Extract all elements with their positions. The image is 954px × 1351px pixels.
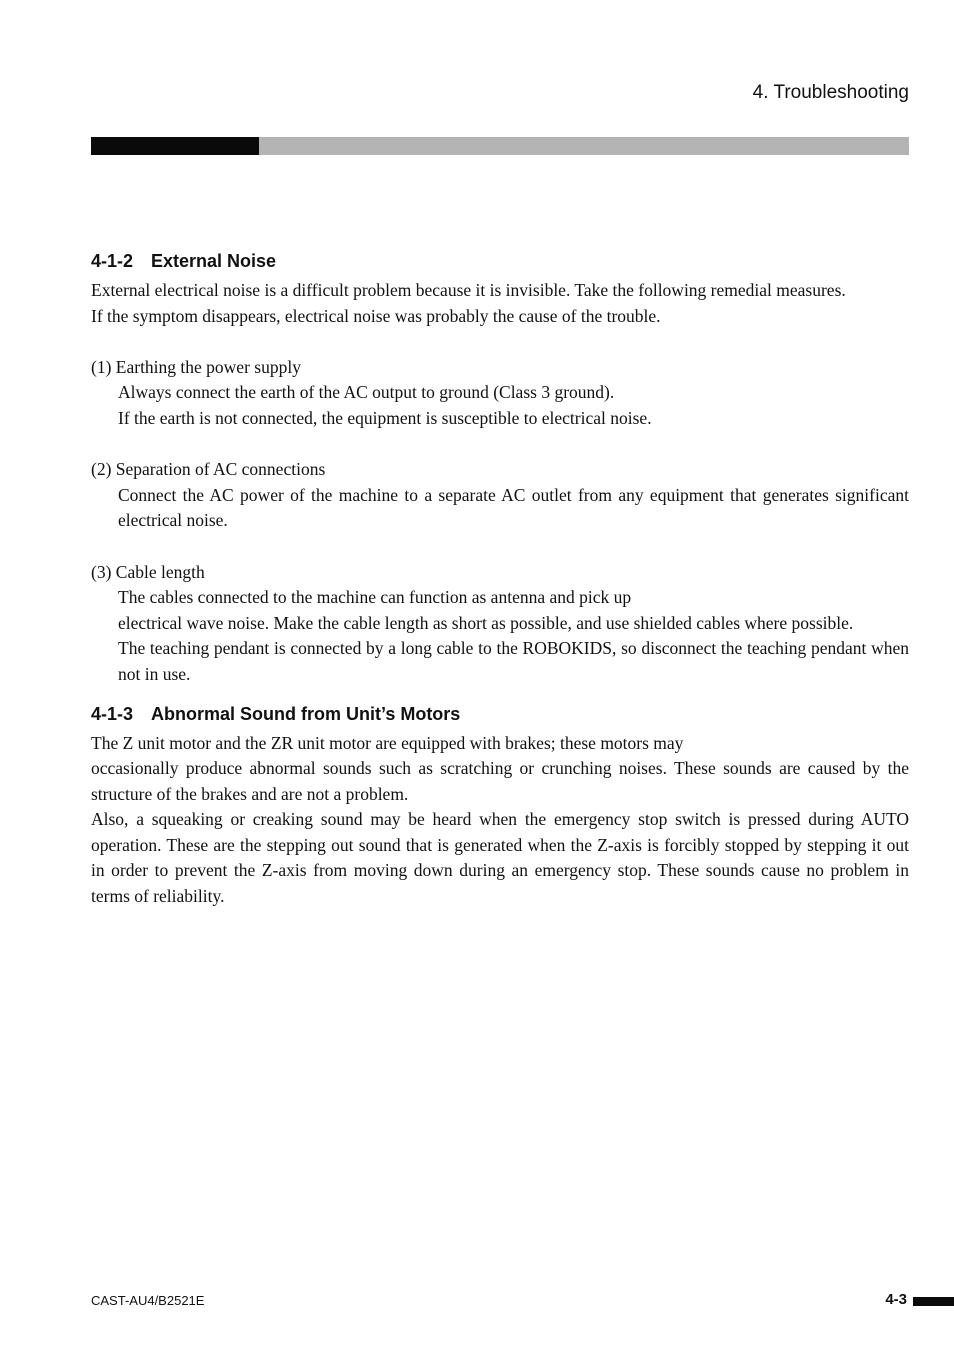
list-item-text: The cables connected to the machine can function as antenna and pick up xyxy=(118,587,632,608)
list-item-text: electrical wave noise. Make the cable length as short as possible, and use shielded cables where possible. xyxy=(118,612,854,633)
header-band-dark-segment xyxy=(91,137,259,155)
header-band xyxy=(91,137,909,155)
list-item-heading: (3) Cable length xyxy=(91,561,205,582)
page-number: 4-3 xyxy=(885,1291,907,1308)
paragraph: If the symptom disappears, electrical noise was probably the cause of the trouble. xyxy=(91,305,661,326)
section-title: External Noise xyxy=(151,251,277,271)
section-number: 4-1-2 xyxy=(91,251,134,271)
list-item-heading: (1) Earthing the power supply xyxy=(91,356,301,377)
chapter-running-head: 4. Troubleshooting xyxy=(752,82,909,103)
list-item-text: The teaching pendant is connected by a long cable to the ROBOKIDS, so disconnect the teaching pendant when not in use. xyxy=(118,638,909,684)
document-code: CAST-AU4/B2521E xyxy=(91,1293,205,1308)
footer-bar xyxy=(913,1297,954,1306)
section-title: Abnormal Sound from Unit’s Motors xyxy=(151,703,461,724)
list-item-text: If the earth is not connected, the equipment is susceptible to electrical noise. xyxy=(118,407,652,428)
paragraph: External electrical noise is a difficult problem because it is invisible. Take the following remedial measures. xyxy=(91,280,846,300)
paragraph: Also, a squeaking or creaking sound may be heard when the emergency stop switch is pressed during AUTO operation. These are the stepping out sound that is generated when the Z-axis is forcibly stopped by stepping it out in order to prevent the Z-axis from moving down during an emergency stop. These sounds cause no problem in terms of reliability. xyxy=(91,809,909,907)
list-item-text: Always connect the earth of the AC output to ground (Class 3 ground). xyxy=(118,382,615,403)
list-item-text: Connect the AC power of the machine to a separate AC outlet from any equipment that generates significant electrical noise. xyxy=(118,484,909,531)
page-content xyxy=(91,248,909,910)
list-item-heading: (2) Separation of AC connections xyxy=(91,459,326,480)
paragraph: The Z unit motor and the ZR unit motor are equipped with brakes; these motors may xyxy=(91,732,684,753)
section-heading-413 xyxy=(91,701,909,727)
section-heading-412 xyxy=(91,248,909,274)
paragraph: occasionally produce abnormal sounds such as scratching or crunching noises. These sounds are caused by the structure of the brakes and are not a problem. xyxy=(91,758,909,804)
section-number: 4-1-3 xyxy=(91,703,134,724)
